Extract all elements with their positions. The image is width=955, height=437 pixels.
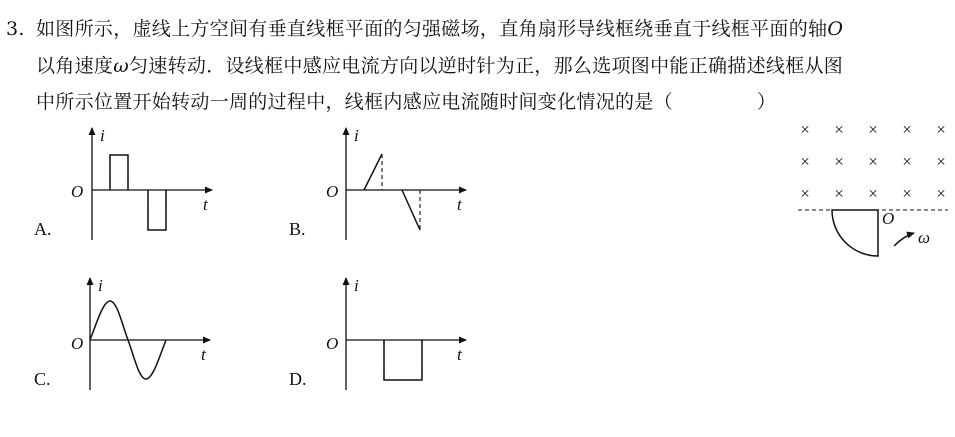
graph-d-t-label: t bbox=[457, 345, 462, 364]
question-number: 3. bbox=[6, 18, 25, 40]
field-cross-mark: × bbox=[936, 152, 946, 171]
graph-a-t-label: t bbox=[203, 195, 208, 214]
graph-b-negative-ramp bbox=[402, 190, 420, 230]
question-text-1: 如图所示，虚线上方空间有垂直线框平面的匀强磁场，直角扇形导线框绕垂直于线框平面的轴 bbox=[36, 18, 828, 40]
graph-c[interactable] bbox=[34, 276, 210, 390]
field-cross-mark: × bbox=[834, 120, 844, 139]
graph-a[interactable] bbox=[34, 126, 212, 240]
question-text-3b: ） bbox=[756, 91, 777, 113]
field-cross-mark: × bbox=[936, 120, 946, 139]
option-c-label: C. bbox=[34, 369, 51, 389]
question-text-3a: 中所示位置开始转动一周的过程中，线框内感应电流随时间变化情况的是（ bbox=[36, 91, 673, 113]
graph-d-origin-label: O bbox=[326, 334, 339, 353]
option-b-label: B. bbox=[289, 219, 306, 239]
graph-d-i-label: i bbox=[354, 276, 359, 295]
option-d-label: D. bbox=[289, 369, 307, 389]
field-cross-mark: × bbox=[800, 152, 810, 171]
option-a-label: A. bbox=[34, 219, 52, 239]
field-cross-mark: × bbox=[902, 184, 912, 203]
question-text-2b: 匀速转动．设线框中感应电流方向以逆时针为正，那么选项图中能正确描述线框从图 bbox=[129, 55, 844, 77]
field-cross-mark: × bbox=[902, 120, 912, 139]
pivot-o-label: O bbox=[882, 209, 895, 228]
graph-c-t-label: t bbox=[201, 345, 206, 364]
field-cross-mark: × bbox=[868, 184, 878, 203]
question-text-2a: 以角速度 bbox=[36, 55, 114, 77]
field-cross-mark: × bbox=[902, 152, 912, 171]
field-cross-mark: × bbox=[936, 184, 946, 203]
field-cross-mark: × bbox=[800, 184, 810, 203]
rotation-arrow-icon bbox=[894, 233, 914, 246]
graph-d[interactable] bbox=[289, 276, 466, 390]
graph-b-positive-ramp bbox=[364, 154, 382, 190]
field-cross-mark: × bbox=[800, 120, 810, 139]
field-cross-mark: × bbox=[834, 152, 844, 171]
graph-a-positive-pulse bbox=[110, 155, 128, 190]
field-cross-mark: × bbox=[868, 152, 878, 171]
magnetic-field-crosses bbox=[800, 120, 946, 203]
field-diagram bbox=[798, 120, 948, 256]
omega-label: ω bbox=[918, 228, 931, 247]
graph-b-i-label: i bbox=[354, 126, 359, 145]
graph-c-i-label: i bbox=[98, 276, 103, 295]
graph-c-origin-label: O bbox=[71, 334, 84, 353]
graph-b[interactable] bbox=[289, 126, 466, 240]
field-cross-mark: × bbox=[834, 184, 844, 203]
graph-d-negative-pulse bbox=[384, 340, 422, 380]
graph-a-negative-pulse bbox=[148, 190, 166, 230]
graph-a-origin-label: O bbox=[71, 182, 84, 201]
axis-label-o: O bbox=[827, 18, 844, 40]
omega-symbol: ω bbox=[113, 55, 129, 77]
field-cross-mark: × bbox=[868, 120, 878, 139]
graph-b-origin-label: O bbox=[326, 182, 339, 201]
sector-wire-frame bbox=[832, 210, 878, 256]
graph-b-t-label: t bbox=[457, 195, 462, 214]
graph-a-i-label: i bbox=[100, 126, 105, 145]
